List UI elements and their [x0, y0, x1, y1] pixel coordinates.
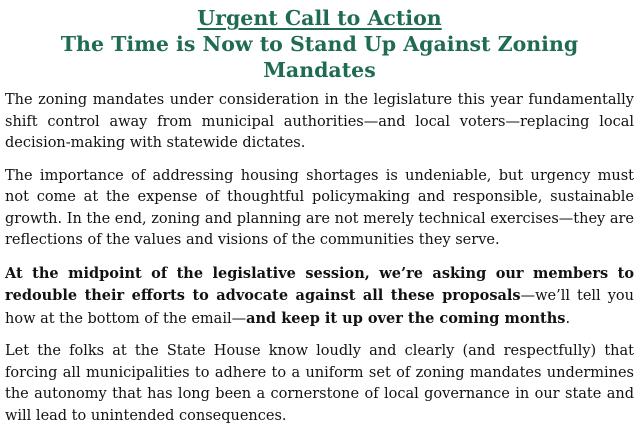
cta-bold-text-2: and keep it up over the coming months [246, 309, 566, 327]
email-body [5, 5, 634, 438]
cta-period: . [565, 310, 571, 327]
kicker-heading: Urgent Call to Action [197, 6, 442, 30]
cta-bold-text: At the midpoint of the legislative session, we’re asking our members to redouble their efforts to advocate against all these proposals [5, 264, 634, 304]
paragraph-housing: The importance of addressing housing shortages is undeniable, but urgency must not come at the expense of thoughtful policymaking and responsible, sustainable growth. In the end, zoning and planning are not merely technical exercises—they are reflections of the values and visions of the communities they serve. [5, 167, 634, 248]
paragraph-call-to-action [5, 263, 634, 331]
paragraph-state-house: Let the folks at the State House know loudly and clearly (and respectfully) that forcing all municipalities to adhere to a uniform set of zoning mandates undermines the autonomy that has long been a cornerstone of local governance in our state and will lead to unintended consequences. [5, 343, 634, 424]
cta-plain-text: —we’ll tell you how at the bottom of the email— [5, 288, 634, 327]
page-title: The Time is Now to Stand Up Against Zoning Mandates [60, 32, 579, 82]
paragraph-intro: The zoning mandates under consideration in the legislature this year fundamentally shift control away from municipal authorities—and local voters—replacing local decision-making with statewide dictates. [5, 92, 634, 151]
